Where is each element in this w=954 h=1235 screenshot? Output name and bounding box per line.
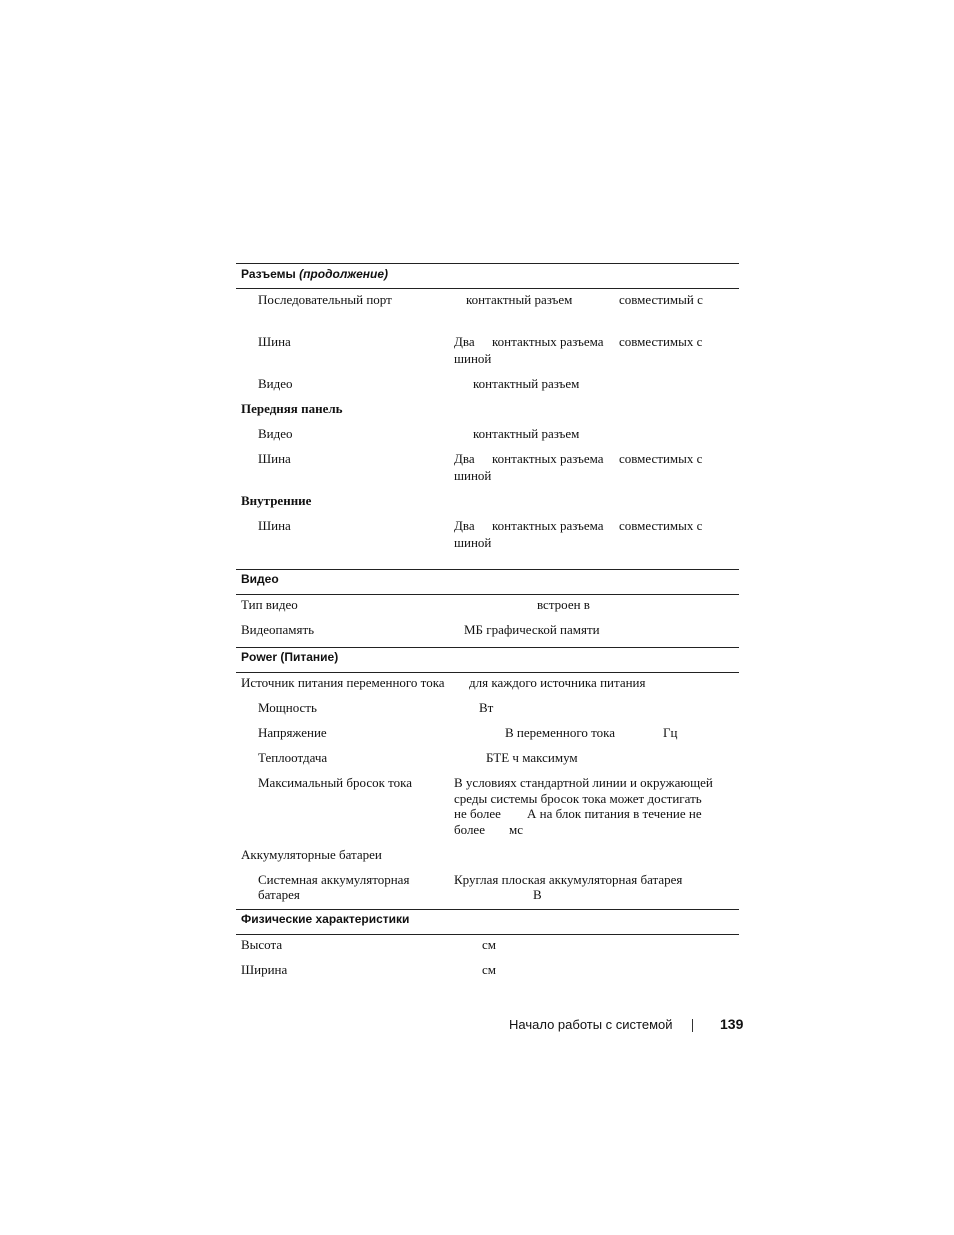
video-section-top-rule [236,569,739,570]
inrush-value-line2: среды системы бросок тока может достигать [454,791,702,806]
voltage-value: В переменного тока [505,725,615,740]
internal-usb-value-type: контактных разъема [492,518,604,533]
internal-usb-label: Шина [258,518,291,533]
internal-usb-value-count: Два [454,518,475,533]
system-battery-value-line2: В [533,887,542,902]
power-section-top-rule [236,647,739,648]
footer-separator [692,1019,693,1032]
usb-rear-label: Шина [258,334,291,349]
voltage-frequency: Гц [663,725,678,740]
power-section-header-rule [236,672,739,673]
video-type-label: Тип видео [241,597,298,612]
internal-usb-value-compat: совместимых с [619,518,703,533]
inrush-value-line1: В условиях стандартной линии и окружающей [454,775,713,790]
section-title-physical: Физические характеристики [241,912,410,926]
video-rear-label: Видео [258,376,293,391]
page-number: 139 [720,1016,744,1032]
front-usb-value-bus: шиной [454,468,492,483]
serial-port-value: контактный разъем [466,292,573,307]
inrush-value-line4-b: мс [509,822,523,837]
section-title-suffix: (продолжение) [299,267,389,281]
usb-rear-value-bus: шиной [454,351,492,366]
video-section-header-rule [236,594,739,595]
voltage-label: Напряжение [258,725,327,740]
inrush-value-line4-a: более [454,822,485,837]
height-value: см [482,937,496,952]
front-usb-value-count: Два [454,451,475,466]
internal-title: Внутренние [241,493,312,508]
internal-usb-value-bus: шиной [454,535,492,550]
section-title-video: Видео [241,572,279,586]
usb-rear-value-type: контактных разъема [492,334,604,349]
wattage-value: Вт [479,700,494,715]
physical-section-top-rule [236,909,739,910]
section-top-rule [236,263,739,264]
system-battery-value-line1: Круглая плоская аккумуляторная батарея [454,872,683,887]
physical-section-header-rule [236,934,739,935]
front-video-label: Видео [258,426,293,441]
usb-rear-value-count: Два [454,334,475,349]
front-video-value: контактный разъем [473,426,580,441]
batteries-label: Аккумуляторные батареи [241,847,382,862]
front-panel-title: Передняя панель [241,401,343,416]
front-usb-value-compat: совместимых с [619,451,703,466]
heat-value: БТЕ ч максимум [486,750,578,765]
section-header-rule [236,288,739,289]
wattage-label: Мощность [258,700,317,715]
heat-label: Теплоотдача [258,750,328,765]
video-memory-value: МБ графической памяти [464,622,600,637]
section-title-power: Power (Питание) [241,650,339,664]
footer-chapter: Начало работы с системой [509,1017,673,1032]
height-label: Высота [241,937,283,952]
usb-rear-value-compat: совместимых с [619,334,703,349]
front-usb-value-type: контактных разъема [492,451,604,466]
ac-source-value: для каждого источника питания [469,675,646,690]
inrush-value-line3-b: А на блок питания в течение не [527,806,702,821]
inrush-label: Максимальный бросок тока [258,775,413,790]
section-title-connectors [241,267,388,281]
inrush-value-line3-a: не более [454,806,501,821]
front-usb-label: Шина [258,451,291,466]
system-battery-label-line2: батарея [258,887,300,902]
width-label: Ширина [241,962,288,977]
section-title-text: Разъемы [241,267,296,281]
serial-port-compat: совместимый с [619,292,703,307]
system-battery-label-line1: Системная аккумуляторная [258,872,410,887]
serial-port-label: Последовательный порт [258,292,392,307]
video-type-value: встроен в [537,597,590,612]
video-rear-value: контактный разъем [473,376,580,391]
width-value: см [482,962,496,977]
ac-source-label: Источник питания переменного тока [241,675,445,690]
video-memory-label: Видеопамять [241,622,315,637]
